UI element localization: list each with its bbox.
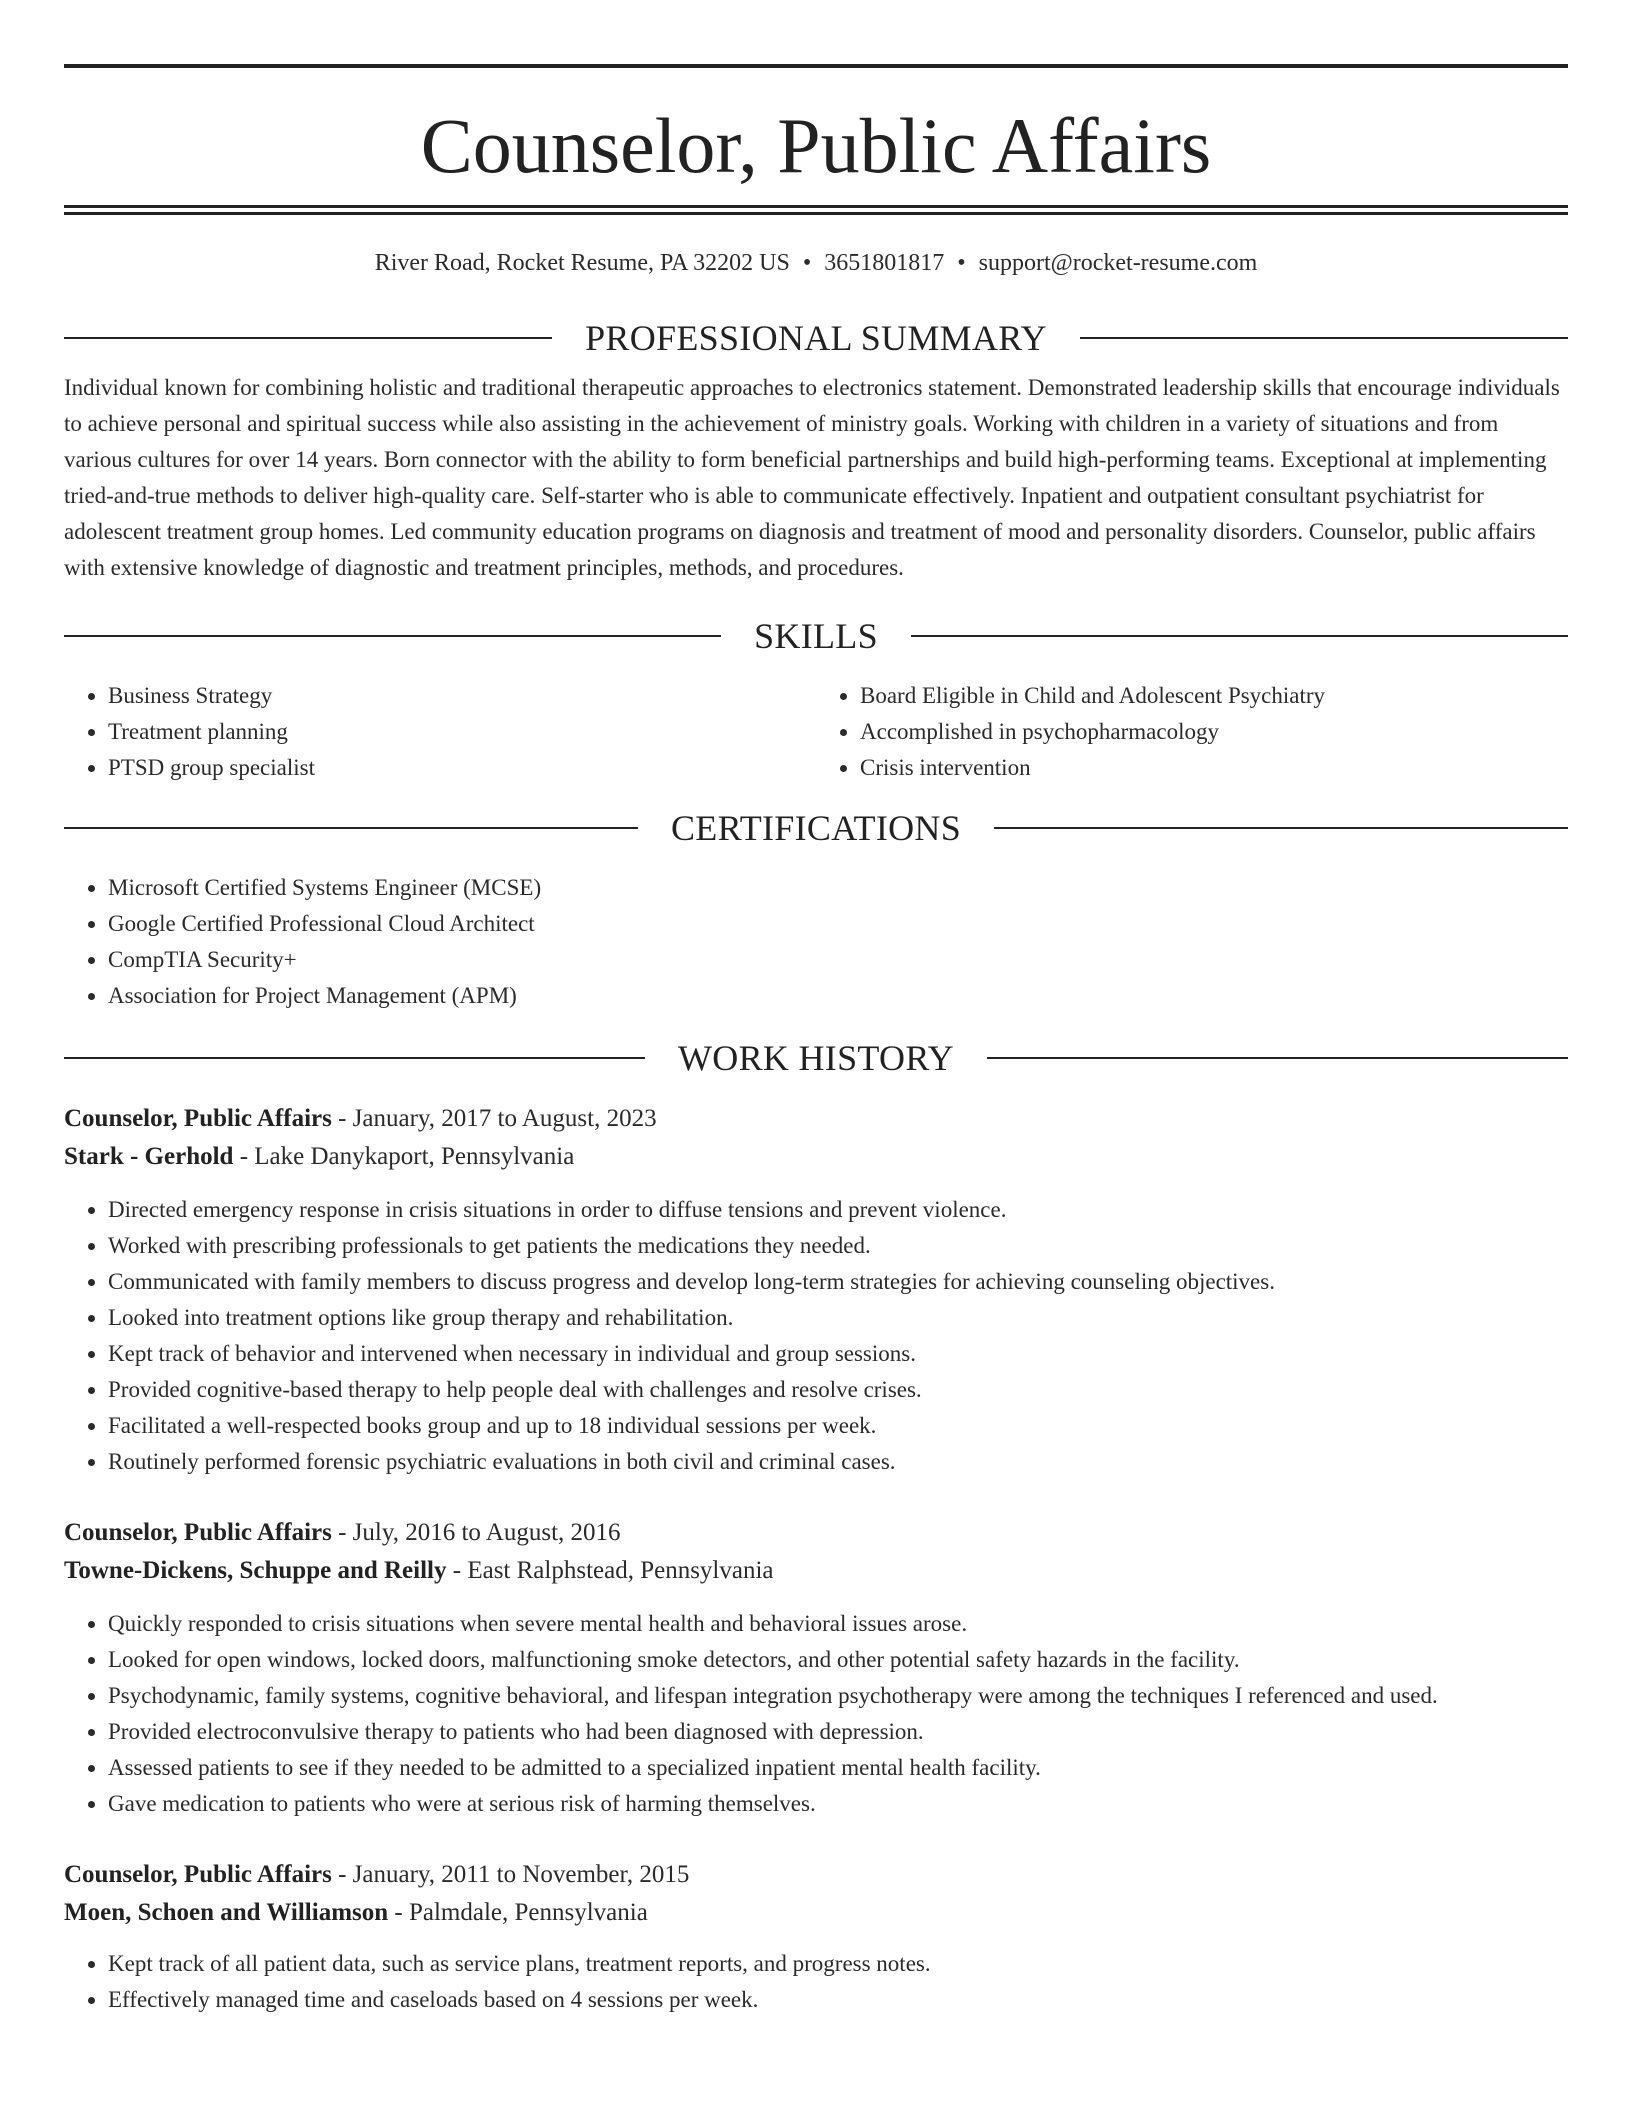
job-bullet: • Quickly responded to crisis situations when severe mental health and behavioral issues arose. — [108, 1606, 1568, 1642]
job-bullet: • Communicated with family members to discuss progress and develop long-term strategies for achieving counseling objectives. — [108, 1264, 1568, 1300]
skill-item: • PTSD group specialist — [108, 750, 816, 786]
job-location: - Palmdale, Pennsylvania — [388, 1899, 648, 1926]
job-title-line — [64, 1856, 1568, 1894]
job-title-line — [64, 1100, 1568, 1138]
summary-text: Individual known for combining holistic and traditional therapeutic approaches to electronics statement. Demonstrated leadership skills that encourage individuals to achieve personal and spiritual success while also assisting in the achievement of ministry goals. Working with children in a variety of situations and from various cultures for over 14 years. Born connector with the ability to form beneficial partnerships and build high-performing teams. Exceptional at implementing tried-and-true methods to deliver high-quality care. Self-starter who is able to communicate effectively. Inpatient and outpatient consultant psychiatrist for adolescent treatment group homes. Led community education programs on diagnosis and treatment of mood and personality disorders. Counselor, public affairs with extensive knowledge of diagnostic and treatment principles, methods, and procedures. — [64, 375, 1560, 580]
job-bullet: • Effectively managed time and caseloads based on 4 sessions per week. — [108, 1982, 1568, 2018]
section-rule — [1080, 337, 1568, 339]
job-dates: - January, 2017 to August, 2023 — [331, 1105, 657, 1132]
contact-email: support@rocket-resume.com — [978, 250, 1258, 276]
job-bullet: • Looked for open windows, locked doors, malfunctioning smoke detectors, and other potential safety hazards in the facility. — [108, 1642, 1568, 1678]
job-company: Moen, Schoen and Williamson — [64, 1899, 389, 1926]
skills-list-left — [64, 678, 816, 786]
certification-item: • Google Certified Professional Cloud Architect — [108, 906, 1568, 942]
job-role: Counselor, Public Affairs — [64, 1519, 332, 1546]
job-bullet: • Facilitated a well-respected books group and up to 18 individual sessions per week. — [108, 1408, 1568, 1444]
job-role: Counselor, Public Affairs — [64, 1105, 332, 1132]
job-bullet: • Provided cognitive-based therapy to help people deal with challenges and resolve crises. — [108, 1372, 1568, 1408]
job-bullet: • Kept track of behavior and intervened when necessary in individual and group sessions. — [108, 1336, 1568, 1372]
certifications-list — [64, 870, 1568, 1014]
job-title-line — [64, 1514, 1568, 1552]
skill-item: • Treatment planning — [108, 714, 816, 750]
job-bullets — [64, 1606, 1568, 1822]
job-bullet: • Directed emergency response in crisis situations in order to diffuse tensions and prevent violence. — [108, 1192, 1568, 1228]
section-header-work-history — [64, 1038, 1568, 1078]
top-rule — [64, 64, 1568, 68]
job-company-line — [64, 1138, 1568, 1176]
section-rule — [64, 337, 552, 339]
section-rule — [911, 635, 1568, 637]
contact-separator: • — [957, 250, 966, 276]
section-title: CERTIFICATIONS — [670, 808, 962, 848]
section-title: PROFESSIONAL SUMMARY — [585, 318, 1047, 358]
job-dates: - July, 2016 to August, 2016 — [331, 1519, 621, 1546]
job-bullet: • Routinely performed forensic psychiatric evaluations in both civil and criminal cases. — [108, 1444, 1568, 1480]
job-bullet: • Provided electroconvulsive therapy to patients who had been diagnosed with depression. — [108, 1714, 1568, 1750]
job-bullet: • Kept track of all patient data, such as service plans, treatment reports, and progress notes. — [108, 1946, 1568, 1982]
section-rule — [994, 827, 1568, 829]
job-bullet: • Gave medication to patients who were at serious risk of harming themselves. — [108, 1786, 1568, 1822]
header-double-rule — [64, 205, 1568, 215]
job-bullet: • Assessed patients to see if they needed to be admitted to a specialized inpatient mental health facility. — [108, 1750, 1568, 1786]
job-entry — [64, 1856, 1568, 2018]
skill-item: • Business Strategy — [108, 678, 816, 714]
job-company: Towne-Dickens, Schuppe and Reilly — [64, 1557, 447, 1584]
job-role: Counselor, Public Affairs — [64, 1861, 332, 1888]
contact-separator: • — [802, 250, 812, 276]
job-bullet: • Looked into treatment options like group therapy and rehabilitation. — [108, 1300, 1568, 1336]
job-bullets — [64, 1192, 1568, 1480]
job-company-line — [64, 1894, 1568, 1932]
section-rule — [64, 1057, 645, 1059]
section-title: WORK HISTORY — [678, 1038, 954, 1078]
job-company: Stark - Gerhold — [64, 1143, 234, 1170]
job-entry — [64, 1100, 1568, 1480]
job-bullet: • Worked with prescribing professionals to get patients the medications they needed. — [108, 1228, 1568, 1264]
certification-item: • Microsoft Certified Systems Engineer (MCSE) — [108, 870, 1568, 906]
certification-item: • CompTIA Security+ — [108, 942, 1568, 978]
skills-list-right — [816, 678, 1568, 786]
skill-item: • Board Eligible in Child and Adolescent Psychiatry — [860, 678, 1568, 714]
section-header-summary — [64, 318, 1568, 358]
section-title: SKILLS — [754, 616, 878, 656]
skills-grid — [64, 678, 1568, 786]
skill-item: • Crisis intervention — [860, 750, 1568, 786]
certification-item: • Association for Project Management (APM) — [108, 978, 1568, 1014]
job-dates: - January, 2011 to November, 2015 — [331, 1861, 690, 1888]
job-bullet: • Psychodynamic, family systems, cognitive behavioral, and lifespan integration psychotherapy were among the techniques I referenced and used. — [108, 1678, 1568, 1714]
job-location: - East Ralphstead, Pennsylvania — [446, 1557, 774, 1584]
contact-phone: 3651801817 — [824, 250, 945, 276]
contact-address: River Road, Rocket Resume, PA 32202 US — [374, 250, 790, 276]
section-rule — [64, 827, 638, 829]
section-rule — [64, 635, 721, 637]
job-location: - Lake Danykaport, Pennsylvania — [233, 1143, 575, 1170]
resume-page — [64, 64, 1568, 2018]
job-bullets — [64, 1946, 1568, 2018]
section-rule — [987, 1057, 1568, 1059]
section-header-certifications — [64, 808, 1568, 848]
candidate-name: Counselor, Public Affairs — [420, 102, 1212, 189]
skill-item: • Accomplished in psychopharmacology — [860, 714, 1568, 750]
job-entry — [64, 1514, 1568, 1822]
section-header-skills — [64, 616, 1568, 656]
contact-line — [64, 248, 1568, 278]
job-company-line — [64, 1552, 1568, 1590]
